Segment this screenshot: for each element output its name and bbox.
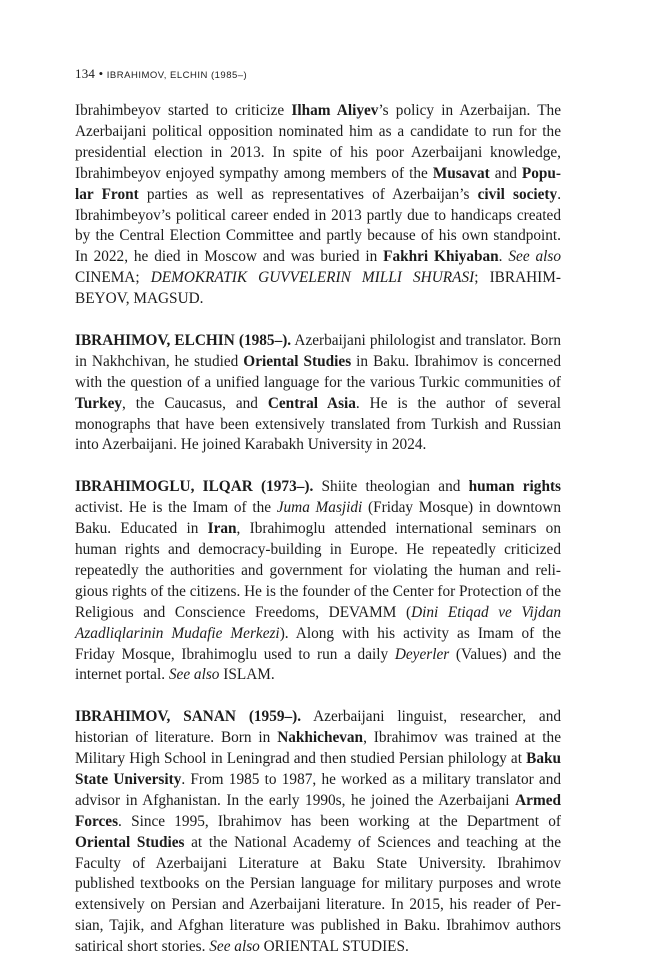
entry-paragraph	[75, 331, 561, 456]
running-header	[75, 66, 247, 82]
text-run: parties as well as representatives of Azerbaijan’s	[138, 185, 478, 203]
bold-term: Popular Front	[75, 164, 561, 203]
text-run: ; IBRAHIMBEYOV, MAGSUD.	[75, 269, 561, 308]
text-run: , Ibrahimoglu attended international seminars on human rights and democracy-building in Europe. He repeatedly criticized repeatedly the authorities and government for violating the human and religious rights of the citizens. He is the founder of the Center for Protection of the Religious and Conscience Freedoms, DEVAMM (	[75, 520, 561, 621]
entry-paragraph	[75, 707, 561, 958]
entry-paragraph	[75, 101, 561, 310]
text-run: (Values) and the internet portal.	[75, 645, 562, 684]
italic-term: See also	[168, 666, 220, 684]
text-run: at the National Academy of Sciences and teaching at the Faculty of Azerbaijani Literature at Baku State University. Ibrahimov published textbooks on the Persian language for military purposes and wrote extensively on Persian and Azerbaijani literature. In 2015, his reader of Persian, Tajik, and Afghan literature was published in Baku. Ibrahimov authors satirical short stories.	[75, 833, 561, 956]
text-run: . Since 1995, Ibrahimov has been working at the Department of	[118, 812, 561, 830]
italic-term: Juma Masjidi	[276, 499, 363, 517]
bold-term: Oriental Studies	[243, 352, 352, 370]
bold-term: Ilham Aliyev	[291, 102, 379, 119]
text-run: activist. He is the Imam of the	[75, 499, 277, 517]
bold-term: Fakhri Khiyaban	[383, 248, 499, 266]
italic-term: See also	[508, 248, 561, 266]
text-run: , the Caucasus, and	[122, 394, 268, 412]
italic-term: Deyerler	[394, 645, 450, 663]
text-run: (Friday Mosque) in downtown Baku. Educated in	[75, 499, 561, 538]
running-title: IBRAHIMOV, ELCHIN (1985–)	[106, 70, 248, 81]
text-run: and	[489, 164, 522, 182]
bold-term: IBRAHIMOV, SANAN (1959–).	[75, 708, 302, 726]
italic-term: DEMOKRATIK GUVVELERIN MILLI SHURASI	[150, 269, 475, 287]
text-run: CINEMA;	[75, 269, 151, 287]
bold-term: IBRAHIMOGLU, ILQAR (1973–).	[75, 478, 314, 496]
bold-term: Oriental Studies	[75, 833, 185, 851]
text-run: Azerbaijani philologist and translator. Born in Nakhchivan, he studied	[75, 331, 561, 370]
text-run: .	[498, 248, 509, 266]
entry-paragraph	[75, 477, 561, 686]
text-run: Azerbaijani linguist, researcher, and historian of literature. Born in	[75, 708, 561, 747]
text-run: ’s policy in Azerbaijan. The Azerbaijani political opposition nominated him as a candidate to run for the presidential election in 2013. In spite of his poor Azerbaijani knowledge, Ibrahimbeyov enjoyed sympathy among members of the	[75, 102, 561, 182]
text-run: Ibrahimbeyov started to criticize	[75, 102, 292, 119]
page-number: 134	[75, 66, 96, 81]
bold-term: Armed Forces	[75, 791, 561, 830]
bold-term: Central Asia	[267, 394, 356, 412]
text-run: ORIENTAL STUDIES.	[259, 938, 409, 956]
text-run: . From 1985 to 1987, he worked as a military translator and advisor in Afghanistan. In the early 1990s, he joined the Azerbaijani	[75, 770, 562, 809]
text-run: ISLAM.	[219, 666, 275, 684]
text-run: Shiite theologian and	[313, 478, 469, 496]
bold-term: Musavat	[432, 164, 490, 182]
bold-term: civil society	[477, 185, 558, 203]
bold-term: Turkey	[75, 394, 123, 412]
text-run: in Baku. Ibrahimov is concerned with the question of a unified language for the various Turkic communities of	[75, 352, 561, 391]
bold-term: Iran	[207, 520, 237, 538]
bold-term: Nakhichevan	[277, 729, 364, 747]
bold-term: human rights	[468, 478, 562, 496]
text-run: ). Along with his activity as Imam of the Friday Mosque, Ibrahimoglu used to run a daily	[75, 624, 561, 663]
text-run: . He is the author of several monographs that have been extensively translated from Turkish and Russian into Azerbaijani. He joined Karabakh University in 2024.	[75, 394, 561, 454]
header-bullet: •	[98, 66, 104, 81]
bold-term: IBRAHIMOV, ELCHIN (1985–).	[75, 331, 292, 349]
text-run: , Ibrahimov was trained at the Military High School in Leningrad and then studied Persian philology at	[75, 729, 561, 768]
bold-term: Baku State University	[75, 750, 561, 788]
text-run: . Ibrahimbeyov’s political career ended in 2013 partly due to handicaps created by the Central Election Committee and partly because of his own standpoint. In 2022, he died in Moscow and was buried in	[75, 185, 562, 266]
italic-term: See also	[209, 938, 260, 956]
page-body	[75, 101, 561, 979]
italic-term: Dini Etiqad ve Vijdan Azadliqlarinin Mudafie Merkezi	[75, 603, 561, 642]
